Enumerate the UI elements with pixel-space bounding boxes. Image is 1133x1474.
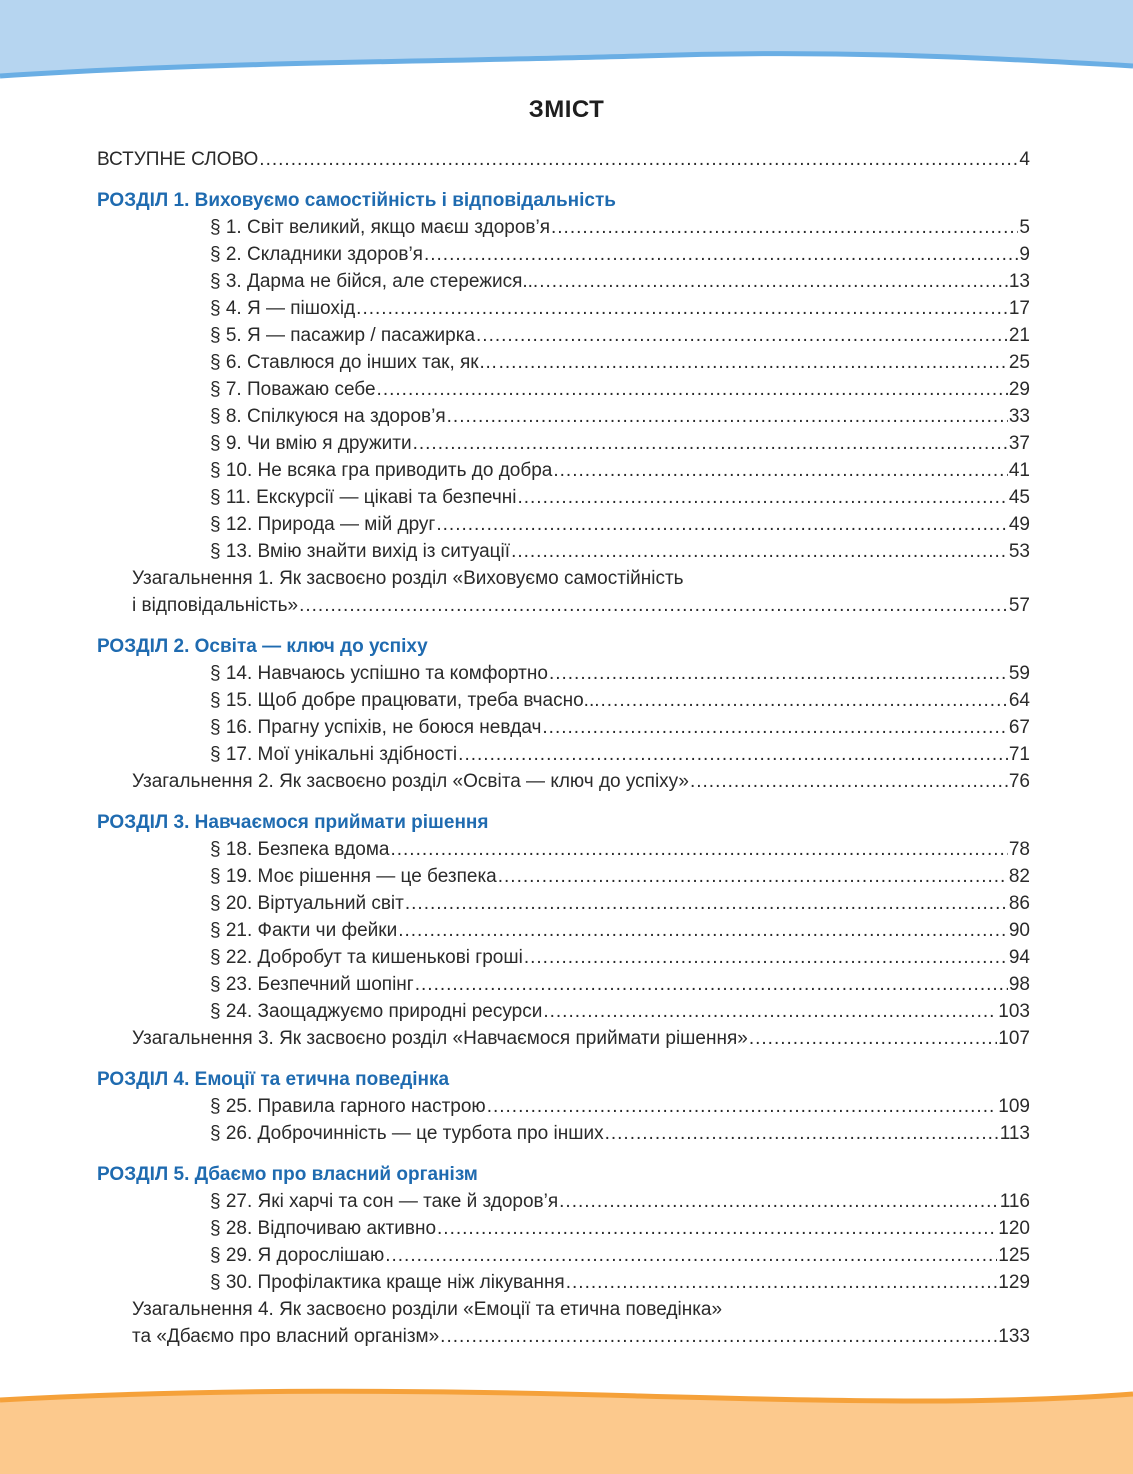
page-number: 21: [1008, 325, 1030, 346]
top-wave-decoration: [0, 0, 1133, 80]
toc-entry-label: § 8. Спілкуюся на здоров’я: [210, 406, 446, 427]
dot-leader: [390, 836, 1007, 863]
page-number: 67: [1008, 717, 1030, 738]
toc-entry-label: § 23. Безпечний шопінг: [210, 974, 414, 995]
toc-entry-label: Узагальнення 2. Як засвоєно розділ «Освіта — ключ до успіху»: [132, 771, 689, 792]
page-number: 120: [998, 1218, 1030, 1239]
toc-entry-label: § 28. Відпочиваю активно: [210, 1218, 437, 1239]
dot-leader: [356, 295, 1008, 322]
toc-entry-label: § 7. Поважаю себе: [210, 379, 376, 400]
dot-leader: [385, 1242, 997, 1269]
dot-leader: [551, 214, 1018, 241]
toc-entry-label: § 1. Світ великий, якщо маєш здоров’я: [210, 217, 550, 238]
toc-entry-label: § 25. Правила гарного настрою: [210, 1096, 486, 1117]
dot-leader: [415, 971, 1008, 998]
dot-leader: [517, 484, 1007, 511]
page-number: 59: [1008, 663, 1030, 684]
toc-entry[interactable]: [97, 890, 1030, 917]
page-number: 125: [998, 1245, 1030, 1266]
section-heading-5[interactable]: РОЗДІЛ 5. Дбаємо про власний організм: [97, 1164, 478, 1185]
dot-leader: [566, 1269, 998, 1296]
toc-entry[interactable]: [97, 268, 1030, 295]
toc-entry[interactable]: [97, 241, 1030, 268]
dot-leader: [498, 863, 1008, 890]
page-number: 64: [1008, 690, 1030, 711]
dot-leader: [259, 146, 1018, 173]
page-number: 98: [1008, 974, 1030, 995]
page-number: 113: [999, 1123, 1030, 1144]
toc-entry[interactable]: [97, 1269, 1030, 1296]
page-number: 57: [1008, 595, 1030, 616]
dot-leader: [476, 322, 1008, 349]
dot-leader: [413, 430, 1008, 457]
dot-leader: [299, 592, 1008, 619]
dot-leader: [542, 714, 1007, 741]
dot-leader: [605, 1120, 999, 1147]
toc-entry-label: § 17. Мої унікальні здібності: [210, 744, 458, 765]
toc-entry-label: та «Дбаємо про власний організм»: [132, 1326, 440, 1347]
toc-entry[interactable]: [97, 511, 1030, 538]
toc-entry-summary[interactable]: [97, 1323, 1030, 1350]
page-number: 94: [1008, 947, 1030, 968]
page-number: 109: [998, 1096, 1030, 1117]
toc-entry[interactable]: [97, 538, 1030, 565]
bottom-wave-decoration: [0, 1384, 1133, 1474]
dot-leader: [749, 1025, 997, 1052]
summary-line[interactable]: Узагальнення 4. Як засвоєно розділи «Емоції та етична поведінка»: [132, 1299, 723, 1320]
toc-entry-label: § 29. Я дорослішаю: [210, 1245, 385, 1266]
page-number: 86: [1008, 893, 1030, 914]
toc-entry[interactable]: [97, 376, 1030, 403]
page-number: 17: [1008, 298, 1030, 319]
page-number: 82: [1008, 866, 1030, 887]
dot-leader: [559, 1188, 999, 1215]
page-number: 107: [998, 1028, 1030, 1049]
toc-entry-summary[interactable]: [97, 592, 1030, 619]
toc-entry[interactable]: [97, 687, 1030, 714]
toc-entry[interactable]: [97, 660, 1030, 687]
toc-entry[interactable]: [97, 484, 1030, 511]
dot-leader: [543, 998, 997, 1025]
toc-entry-label: § 30. Профілактика краще ніж лікування: [210, 1272, 565, 1293]
page-number: 37: [1008, 433, 1030, 454]
dot-leader: [377, 376, 1008, 403]
toc-entry[interactable]: [97, 741, 1030, 768]
dot-leader: [447, 403, 1008, 430]
toc-entry[interactable]: [97, 944, 1030, 971]
page-number: 9: [1019, 244, 1030, 265]
toc-entry[interactable]: [97, 1093, 1030, 1120]
section-heading-4[interactable]: РОЗДІЛ 4. Емоції та етична поведінка: [97, 1069, 450, 1090]
dot-leader: [398, 917, 1008, 944]
toc-entry[interactable]: [97, 1120, 1030, 1147]
toc-entry-summary[interactable]: [97, 1025, 1030, 1052]
toc-entry[interactable]: [97, 1215, 1030, 1242]
page-title: ЗМІСТ: [528, 96, 605, 123]
dot-leader: [440, 1323, 997, 1350]
toc-entry-label: § 15. Щоб добре працювати, треба вчасно...: [210, 690, 600, 711]
toc-entry[interactable]: [97, 971, 1030, 998]
dot-leader: [601, 687, 1008, 714]
toc-entry-label: § 3. Дарма не бійся, але стережися...: [210, 271, 539, 292]
toc-entry-label: § 19. Моє рішення — це безпека: [210, 866, 497, 887]
page-number: 41: [1008, 460, 1030, 481]
toc-entry[interactable]: [97, 214, 1030, 241]
toc-entry-label: § 27. Які харчі та сон — таке й здоров’я: [210, 1191, 559, 1212]
page-number: 53: [1008, 541, 1030, 562]
toc-entry-label: Узагальнення 3. Як засвоєно розділ «Навчаємося приймати рішення»: [132, 1028, 748, 1049]
toc-entry[interactable]: [97, 349, 1030, 376]
dot-leader: [549, 660, 1008, 687]
toc-entry-label: § 18. Безпека вдома: [210, 839, 390, 860]
page-number: 29: [1008, 379, 1030, 400]
page-number: 129: [998, 1272, 1030, 1293]
toc-entry-label: § 11. Екскурсії — цікаві та безпечні: [210, 487, 517, 508]
toc-entry[interactable]: [97, 836, 1030, 863]
page-number: 49: [1008, 514, 1030, 535]
toc-entry[interactable]: [97, 457, 1030, 484]
toc-entry-label: § 12. Природа — мій друг: [210, 514, 436, 535]
page-number: 76: [1008, 771, 1030, 792]
toc-entry[interactable]: [97, 403, 1030, 430]
page-number: 45: [1008, 487, 1030, 508]
dot-leader: [499, 349, 1008, 376]
dot-leader: [405, 890, 1008, 917]
toc-entry-label: § 22. Добробут та кишенькові гроші: [210, 947, 523, 968]
toc-entry-label: § 2. Складники здоров’я: [210, 244, 423, 265]
toc-entry[interactable]: [97, 998, 1030, 1025]
dot-leader: [487, 1093, 998, 1120]
dot-leader: [524, 944, 1008, 971]
toc-entry-summary[interactable]: [97, 768, 1030, 795]
page-number: 90: [1008, 920, 1030, 941]
dot-leader: [553, 457, 1007, 484]
toc-entry[interactable]: [97, 1188, 1030, 1215]
page-number: 116: [999, 1191, 1030, 1212]
page-number: 5: [1019, 217, 1030, 238]
dot-leader: [690, 768, 1008, 795]
toc-entry-label: § 26. Доброчинність — це турбота про інших: [210, 1123, 604, 1144]
toc-entry[interactable]: [97, 917, 1030, 944]
page-number: 78: [1008, 839, 1030, 860]
dot-leader: [539, 268, 1008, 295]
toc-entry[interactable]: [97, 714, 1030, 741]
toc-entry[interactable]: [97, 1242, 1030, 1269]
dot-leader: [458, 741, 1008, 768]
table-of-contents: [97, 146, 1030, 1350]
toc-entry-label: § 6. Ставлюся до інших так, як…: [210, 352, 498, 373]
page-number: 33: [1008, 406, 1030, 427]
toc-entry-label: § 14. Навчаюсь успішно та комфортно: [210, 663, 548, 684]
dot-leader: [424, 241, 1018, 268]
page-number: 13: [1008, 271, 1030, 292]
toc-entry-label: § 20. Віртуальний світ: [210, 893, 404, 914]
section-heading-3[interactable]: РОЗДІЛ 3. Навчаємося приймати рішення: [97, 812, 489, 833]
toc-entry-label: § 10. Не всяка гра приводить до добра: [210, 460, 553, 481]
toc-entry-label: § 4. Я — пішохід: [210, 298, 356, 319]
toc-entry-label: і відповідальність»: [132, 595, 299, 616]
toc-entry-label: § 9. Чи вмію я дружити: [210, 433, 412, 454]
toc-entry[interactable]: [97, 863, 1030, 890]
toc-entry-label: § 21. Факти чи фейки: [210, 920, 398, 941]
page-number: 71: [1008, 744, 1030, 765]
toc-entry[interactable]: [97, 322, 1030, 349]
page-number: 25: [1008, 352, 1030, 373]
toc-entry-label: § 13. Вмію знайти вихід із ситуації: [210, 541, 511, 562]
section-heading-2[interactable]: РОЗДІЛ 2. Освіта — ключ до успіху: [97, 636, 428, 657]
dot-leader: [511, 538, 1008, 565]
page-number: 103: [998, 1001, 1030, 1022]
toc-entry-label: § 16. Прагну успіхів, не боюся невдач: [210, 717, 542, 738]
dot-leader: [437, 1215, 997, 1242]
toc-entry-label: § 5. Я — пасажир / пасажирка: [210, 325, 476, 346]
toc-entry[interactable]: [97, 295, 1030, 322]
dot-leader: [436, 511, 1008, 538]
summary-line[interactable]: Узагальнення 1. Як засвоєно розділ «Виховуємо самостійність: [132, 568, 684, 589]
page-number: 133: [998, 1326, 1030, 1347]
toc-entry-intro[interactable]: [97, 146, 1030, 173]
toc-entry-label: ВСТУПНЕ СЛОВО: [97, 149, 259, 170]
toc-entry[interactable]: [97, 430, 1030, 457]
toc-entry-label: § 24. Заощаджуємо природні ресурси: [210, 1001, 543, 1022]
section-heading-1[interactable]: РОЗДІЛ 1. Виховуємо самостійність і відповідальність: [97, 190, 616, 211]
page-number: 4: [1019, 149, 1030, 170]
